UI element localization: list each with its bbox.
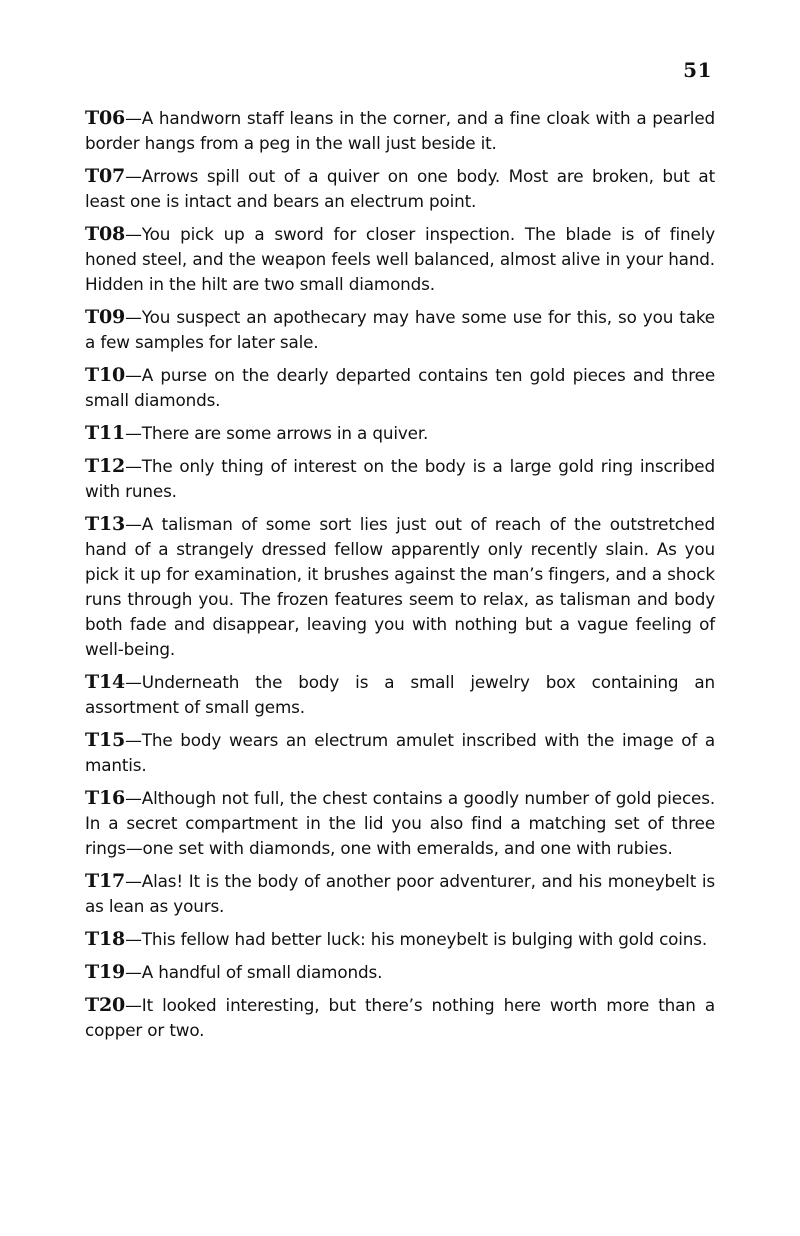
entry-separator: — (125, 307, 142, 327)
entry-separator: — (125, 108, 142, 128)
entry-t16 (85, 786, 715, 861)
entry-text: Alas! It is the body of another poor adventurer, and his moneybelt is as lean as yours. (85, 871, 715, 916)
entry-separator: — (125, 423, 142, 443)
entry-text: Although not full, the chest contains a goodly number of gold pieces. In a secret compartment in the lid you also find a matching set of three rings—one set with diamonds, one with emeralds, and one with rubies. (85, 788, 715, 858)
entry-separator: — (125, 672, 142, 692)
entry-text: There are some arrows in a quiver. (141, 423, 429, 443)
entry-separator: — (125, 456, 142, 476)
entry-separator: — (125, 365, 142, 385)
entry-code: T10 (85, 364, 126, 386)
entry-code: T09 (85, 306, 126, 328)
entry-text: A handful of small diamonds. (141, 962, 383, 982)
entry-text: The body wears an electrum amulet inscribed with the image of a mantis. (85, 730, 715, 775)
entry-text: A handworn staff leans in the corner, and a fine cloak with a pearled border hangs from a peg in the wall just beside it. (85, 108, 715, 153)
entry-separator: — (125, 929, 142, 949)
entry-t13 (85, 512, 715, 662)
entry-t11 (85, 421, 715, 446)
entry-separator: — (125, 788, 142, 808)
entry-list (85, 106, 715, 1051)
entry-code: T20 (85, 994, 126, 1016)
entry-code: T07 (85, 165, 126, 187)
entry-text: The only thing of interest on the body is a large gold ring inscribed with runes. (85, 456, 715, 501)
entry-code: T12 (85, 455, 126, 477)
entry-separator: — (125, 962, 142, 982)
entry-text: You pick up a sword for closer inspection. The blade is of finely honed steel, and the weapon feels well balanced, almost alive in your hand. Hidden in the hilt are two small diamonds. (85, 224, 715, 294)
entry-separator: — (125, 166, 142, 186)
entry-code: T06 (85, 107, 126, 129)
entry-code: T14 (85, 671, 126, 693)
entry-t19 (85, 960, 715, 985)
entry-text: This fellow had better luck: his moneybelt is bulging with gold coins. (141, 929, 708, 949)
entry-code: T16 (85, 787, 126, 809)
page-number: 51 (683, 58, 712, 82)
entry-code: T15 (85, 729, 126, 751)
entry-separator: — (125, 730, 142, 750)
entry-separator: — (125, 224, 142, 244)
entry-t20 (85, 993, 715, 1043)
entry-text: Underneath the body is a small jewelry box containing an assortment of small gems. (85, 672, 715, 717)
entry-separator: — (125, 871, 142, 891)
entry-separator: — (125, 995, 142, 1015)
entry-t06 (85, 106, 715, 156)
entry-t15 (85, 728, 715, 778)
entry-text: A purse on the dearly departed contains ten gold pieces and three small diamonds. (85, 365, 715, 410)
entry-text: You suspect an apothecary may have some use for this, so you take a few samples for later sale. (85, 307, 715, 352)
entry-separator: — (125, 514, 142, 534)
entry-t09 (85, 305, 715, 355)
entry-code: T18 (85, 928, 126, 950)
entry-text: It looked interesting, but there’s nothing here worth more than a copper or two. (85, 995, 715, 1040)
entry-t18 (85, 927, 715, 952)
entry-text: Arrows spill out of a quiver on one body. Most are broken, but at least one is intact and bears an electrum point. (85, 166, 715, 211)
entry-t14 (85, 670, 715, 720)
entry-code: T17 (85, 870, 126, 892)
entry-t10 (85, 363, 715, 413)
entry-text: A talisman of some sort lies just out of reach of the outstretched hand of a strangely dressed fellow apparently only recently slain. As you pick it up for examination, it brushes against the man’s fingers, and a shock runs through you. The frozen features seem to relax, as talisman and body both fade and disappear, leaving you with nothing but a vague feeling of well-being. (85, 514, 715, 659)
entry-t08 (85, 222, 715, 297)
entry-code: T13 (85, 513, 126, 535)
entry-code: T08 (85, 223, 126, 245)
entry-code: T19 (85, 961, 126, 983)
entry-t07 (85, 164, 715, 214)
entry-code: T11 (85, 422, 126, 444)
entry-t12 (85, 454, 715, 504)
entry-t17 (85, 869, 715, 919)
